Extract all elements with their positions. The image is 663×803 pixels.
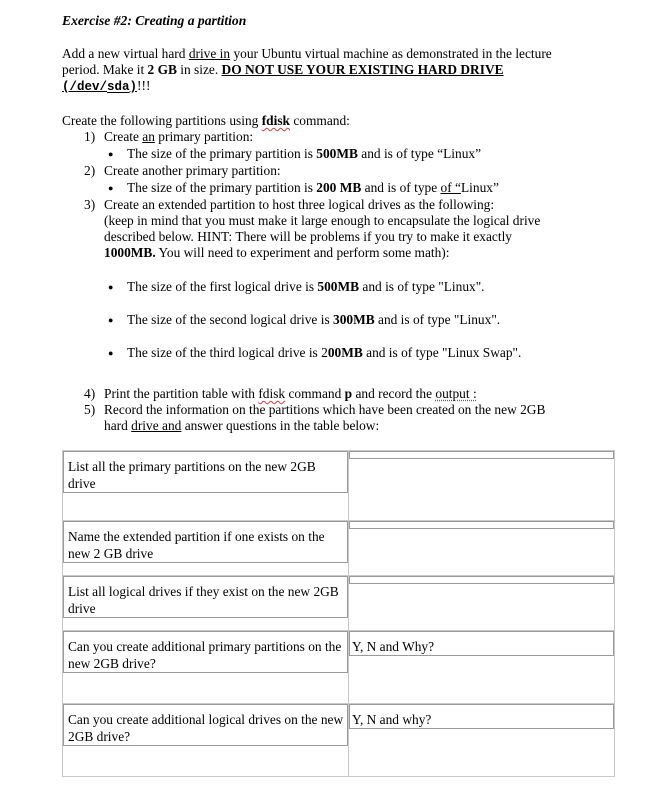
table-row	[63, 704, 615, 777]
create-instruction: Create the following partitions using fdisk command:	[62, 113, 350, 128]
answer-cell[interactable]	[349, 521, 614, 529]
table-row	[63, 631, 615, 704]
answer-cell[interactable]: Y, N and Why?	[349, 631, 614, 656]
step-3-line-3: described below. HINT: There will be problems if you try to make it exactly	[104, 229, 513, 244]
step-2-detail: The size of the primary partition is 200 MB and is of type of “Linux”	[127, 180, 499, 195]
intro-line-3: (/dev/sda)!!!	[62, 78, 151, 94]
step-5-line-2: hard drive and answer questions in the table below:	[104, 418, 380, 433]
bullet-icon: ●	[108, 315, 114, 325]
bullet-icon: ●	[108, 348, 114, 358]
step-1-detail: The size of the primary partition is 500MB and is of type “Linux”	[127, 146, 482, 161]
question-cell: Name the extended partition if one exists on the new 2 GB drive	[63, 521, 348, 563]
step-3: 3) Create an extended partition to host three logical drives as the following:	[84, 197, 495, 212]
table-row	[63, 521, 615, 576]
bullet-icon: ●	[108, 282, 114, 292]
step-3-line-4: 1000MB. You will need to experiment and perform some math):	[104, 245, 450, 260]
logical-drive-3: The size of the third logical drive is 200MB and is of type "Linux Swap".	[127, 345, 522, 360]
answer-cell[interactable]	[349, 451, 614, 459]
answer-table	[62, 450, 615, 777]
bullet-icon: ●	[108, 149, 114, 159]
question-cell: List all the primary partitions on the new 2GB drive	[63, 451, 348, 493]
page-title: Exercise #2: Creating a partition	[62, 13, 247, 28]
step-2: 2) Create another primary partition:	[84, 163, 281, 178]
step-4: 4) Print the partition table with fdisk command p and record the output :	[84, 386, 477, 401]
question-cell: Can you create additional primary partitions on the new 2GB drive?	[63, 631, 348, 673]
step-5: 5) Record the information on the partitions which have been created on the new 2GB	[84, 402, 546, 417]
intro-line-2: period. Make it 2 GB in size. DO NOT USE YOUR EXISTING HARD DRIVE	[62, 62, 504, 77]
question-cell: List all logical drives if they exist on the new 2GB drive	[63, 576, 348, 618]
logical-drive-2: The size of the second logical drive is 300MB and is of type "Linux".	[127, 312, 501, 327]
table-row	[63, 576, 615, 631]
answer-cell[interactable]: Y, N and why?	[349, 704, 614, 729]
intro-line-1: Add a new virtual hard drive in your Ubuntu virtual machine as demonstrated in the lecture	[62, 46, 552, 61]
table-row	[63, 451, 615, 521]
bullet-icon: ●	[108, 183, 114, 193]
step-3-line-2: (keep in mind that you must make it large enough to encapsulate the logical drive	[104, 213, 541, 228]
logical-drive-1: The size of the first logical drive is 500MB and is of type "Linux".	[127, 279, 485, 294]
answer-cell[interactable]	[349, 576, 614, 584]
step-1: 1) Create an primary partition:	[84, 129, 254, 144]
question-cell: Can you create additional logical drives on the new 2GB drive?	[63, 704, 348, 746]
